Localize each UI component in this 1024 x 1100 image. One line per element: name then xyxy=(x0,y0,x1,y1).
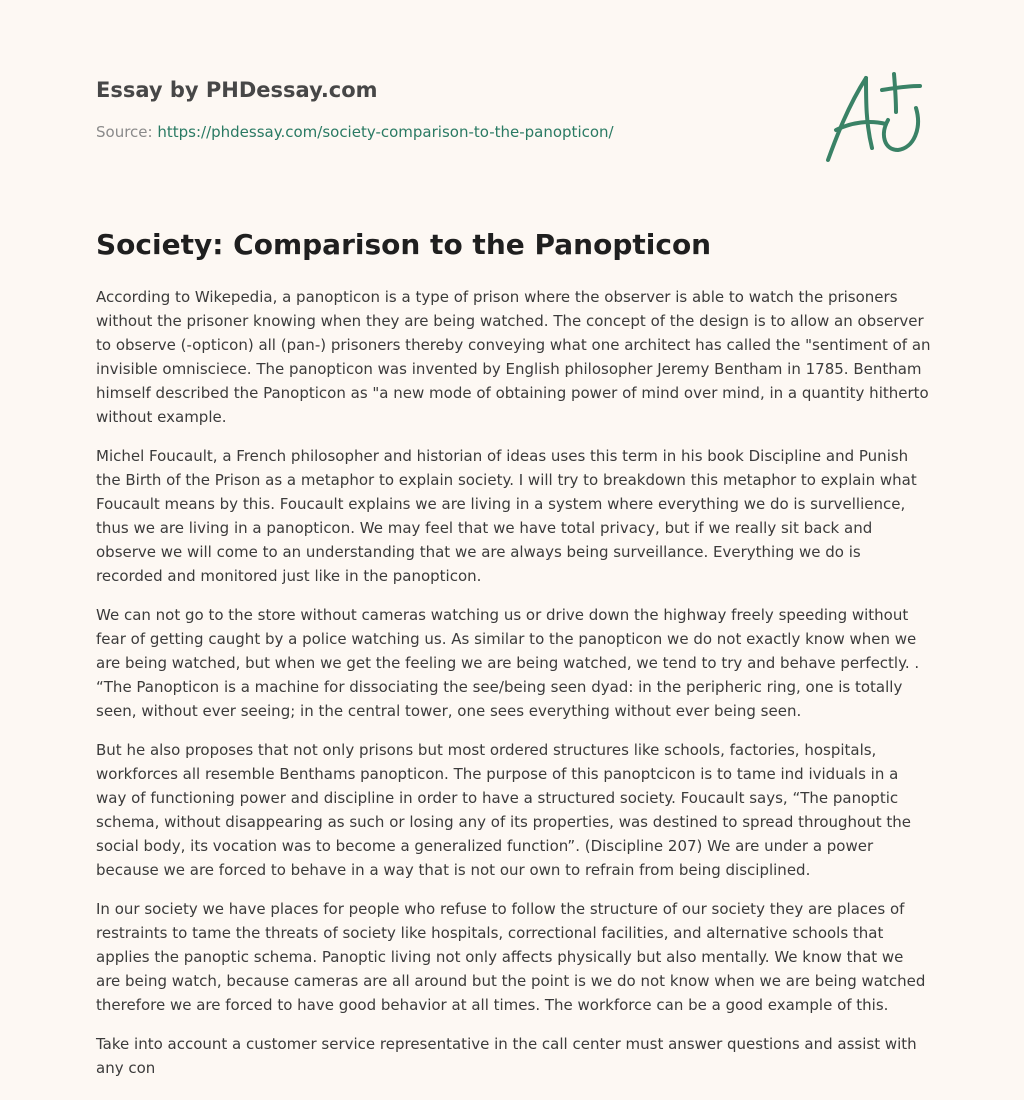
paragraph: Take into account a customer service representative in the call center must answer questions and assist with any con xyxy=(96,1035,917,1077)
source-link[interactable]: https://phdessay.com/society-comparison-to-the-panopticon/ xyxy=(157,123,614,141)
a-plus-logo-icon xyxy=(822,68,928,164)
page-title: Society: Comparison to the Panopticon xyxy=(96,228,712,261)
header xyxy=(96,76,836,142)
article-body xyxy=(96,285,932,1095)
site-title: Essay by PHDessay.com xyxy=(96,78,378,102)
paragraph: According to Wikepedia, a panopticon is a type of prison where the observer is able to watch the prisoners without the prisoner knowing when they are being watched. The concept of the design is to allow an observer to observe (-opticon) all (pan-) prisoners thereby conveying what one architect has called the "sentiment of an invisible omnisciece. The panopticon was invented by English philosopher Jeremy Bentham in 1785. Bentham himself described the Panopticon as "a new mode of obtaining power of mind over mind, in a quantity hitherto without example. xyxy=(96,288,931,426)
paragraph: In our society we have places for people who refuse to follow the structure of our society they are places of restraints to tame the threats of society like hospitals, correctional facilities, and alternative schools that applies the panoptic schema. Panoptic living not only affects physically but also mentally. We know that we are being watch, because cameras are all around but the point is we do not know when we are being watched therefore we are forced to have good behavior at all times. The workforce can be a good example of this. xyxy=(96,900,926,1014)
source-line xyxy=(96,122,836,142)
paragraph: But he also proposes that not only prisons but most ordered structures like schools, factories, hospitals, workforces all resemble Benthams panopticon. The purpose of this panoptcicon is to tame ind ividuals in a way of functioning power and discipline in order to have a structured society. Foucault says, “The panoptic schema, without disappearing as such or losing any of its properties, was destined to spread throughout the social body, its vocation was to become a generalized function”. (Discipline 207) We are under a power because we are forced to behave in a way that is not our own to refrain from being disciplined. xyxy=(96,741,912,879)
source-label: Source: xyxy=(96,123,153,141)
paragraph: We can not go to the store without cameras watching us or drive down the highway freely speeding without fear of getting caught by a police watching us. As similar to the panopticon we do not exactly know when we are being watched, but when we get the feeling we are being watched, we tend to try and behave perfectly. . “The Panopticon is a machine for dissociating the see/being seen dyad: in the peripheric ring, one is totally seen, without ever seeing; in the central tower, one sees everything without ever being seen. xyxy=(96,606,920,720)
paragraph: Michel Foucault, a French philosopher and historian of ideas uses this term in his book Discipline and Punish the Birth of the Prison as a metaphor to explain society. I will try to breakdown this metaphor to explain what Foucault means by this. Foucault explains we are living in a system where everything we do is survellience, thus we are living in a panopticon. We may feel that we have total privacy, but if we really sit back and observe we will come to an understanding that we are always being surveillance. Everything we do is recorded and monitored just like in the panopticon. xyxy=(96,447,917,585)
